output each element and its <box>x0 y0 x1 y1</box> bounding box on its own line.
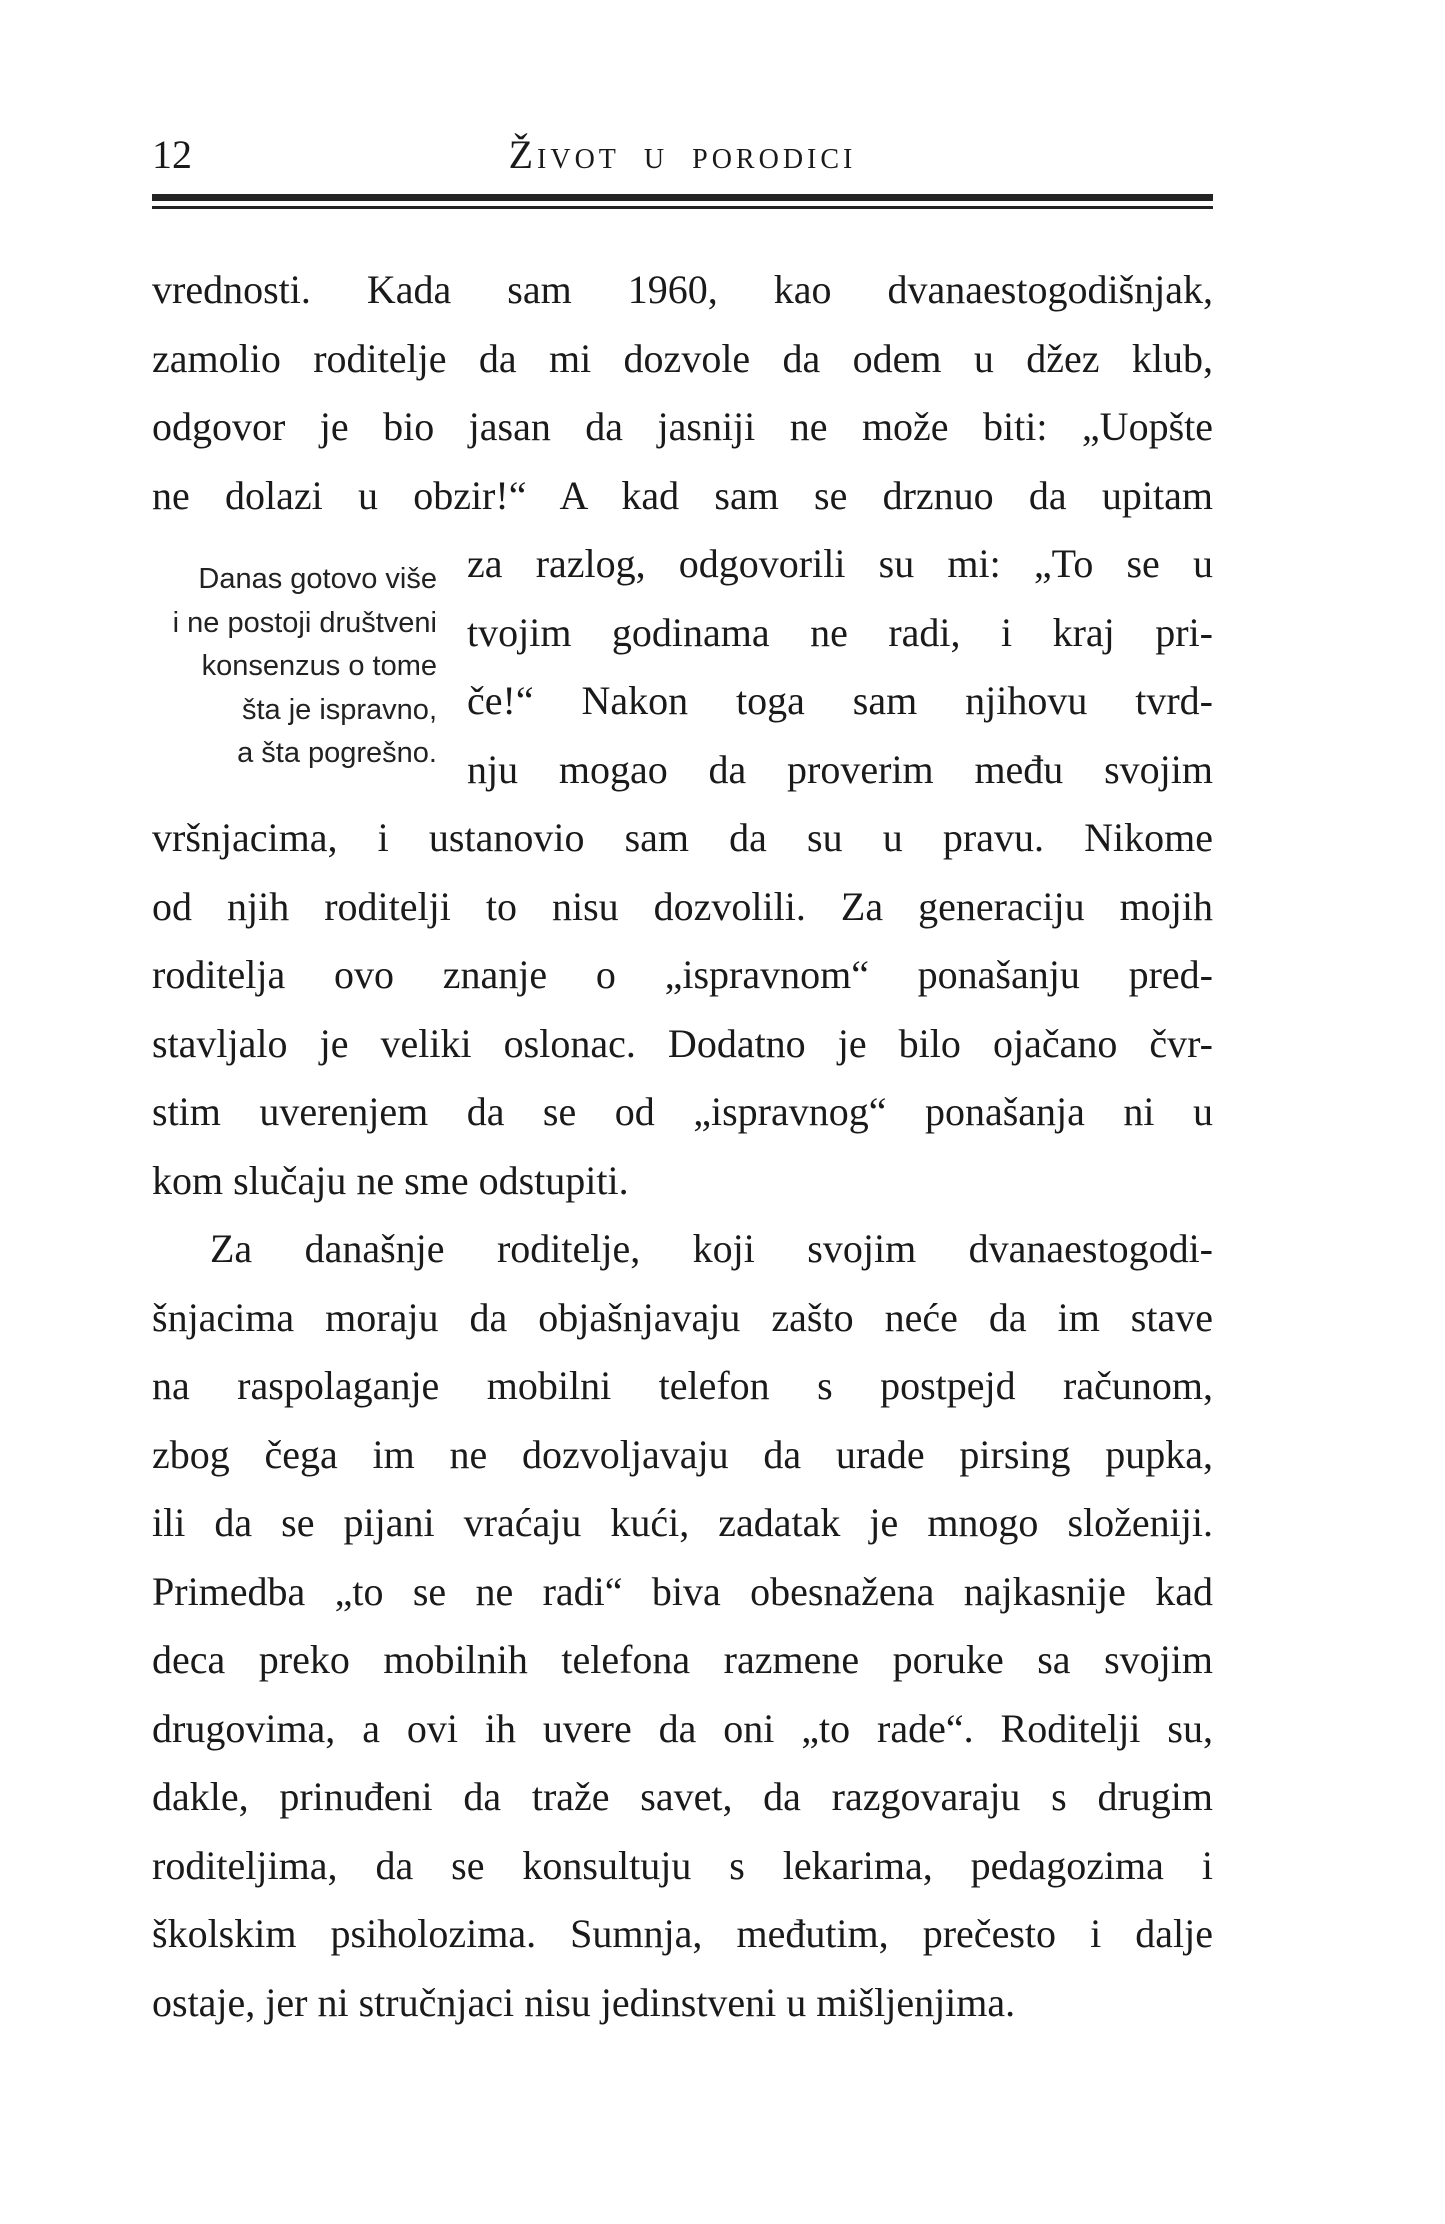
text-line: od njih roditelji to nisu dozvolili. Za generaciju mojih <box>152 883 1213 929</box>
text-line: vršnjacima, i ustanovio sam da su u pravu. Nikome <box>152 815 1213 860</box>
text-line: roditeljima, da se konsultuju s lekarima, pedagozima i <box>152 1842 1213 1888</box>
text-line: za razlog, odgovorili su mi: „To se u <box>467 541 1213 586</box>
margin-note <box>102 558 437 776</box>
text-line: ostaje, jer ni stručnjaci nisu jedinstveni u mišljenjima. <box>152 1979 1016 2025</box>
text-line: deca preko mobilnih telefona razmene poruke sa svojim <box>152 1637 1213 1682</box>
text-line: šnjacima moraju da objašnjavaju zašto neće da im stave <box>152 1294 1213 1340</box>
text-line: stim uverenjem da se od „ispravnog“ ponašanja ni u <box>152 1089 1213 1134</box>
note-row <box>152 530 1213 804</box>
text-line: ne dolazi u obzir!“ A kad sam se drznuo da upitam <box>152 472 1213 518</box>
text-line: Primedba „to se ne radi“ biva obesnažena najkasnije kad <box>152 1568 1213 1614</box>
text-line: šta je ispravno, <box>241 693 437 726</box>
paragraph2 <box>152 1215 1213 2037</box>
header-rule <box>152 194 1213 209</box>
text-line: školskim psiholozima. Sumnja, međutim, prečesto i dalje <box>152 1911 1213 1956</box>
paragraph1-bottom-lines <box>152 804 1213 1215</box>
text-line: roditelja ovo znanje o „ispravnom“ ponašanju pred- <box>152 952 1213 997</box>
text-line: odgovor je bio jasan da jasniji ne može biti: „Uopšte <box>152 404 1213 449</box>
text-line: tvojim godinama ne radi, i kraj pri- <box>467 609 1213 655</box>
text-line: a šta pogrešno. <box>237 737 437 770</box>
running-title: Život u porodici <box>508 132 857 177</box>
body-text <box>152 256 1213 2037</box>
text-line: i ne postoji društveni <box>172 606 437 639</box>
text-line: Za današnje roditelje, koji svojim dvanaestogodi- <box>210 1226 1213 1271</box>
text-line: stavljalo je veliki oslonac. Dodatno je bilo ojačano čvr- <box>152 1020 1213 1066</box>
text-line: Danas gotovo više <box>198 563 437 596</box>
text-line: na raspolaganje mobilni telefon s postpejd računom, <box>152 1363 1213 1408</box>
text-line: dakle, prinuđeni da traže savet, da razgovaraju s drugim <box>152 1774 1213 1819</box>
text-line: zbog čega im ne dozvoljavaju da urade pirsing pupka, <box>152 1431 1213 1477</box>
text-line: zamolio roditelje da mi dozvole da odem u džez klub, <box>152 335 1213 381</box>
text-line: nju mogao da proverim među svojim <box>467 746 1213 792</box>
running-header <box>152 133 1213 177</box>
paragraph1-top-lines <box>152 256 1213 530</box>
text-line: če!“ Nakon toga sam njihovu tvrd- <box>467 678 1213 723</box>
text-line: ili da se pijani vraćaju kući, zadatak je mnogo složeniji. <box>152 1500 1213 1545</box>
text-line: konsenzus o tome <box>201 650 437 683</box>
paragraph1-wrapped-lines <box>467 530 1213 804</box>
text-line: vrednosti. Kada sam 1960, kao dvanaestogodišnjak, <box>152 267 1213 312</box>
page-number: 12 <box>152 132 192 177</box>
text-line: kom slučaju ne sme odstupiti. <box>152 1157 629 1203</box>
text-line: drugovima, a ovi ih uvere da oni „to rade“. Roditelji su, <box>152 1705 1213 1751</box>
